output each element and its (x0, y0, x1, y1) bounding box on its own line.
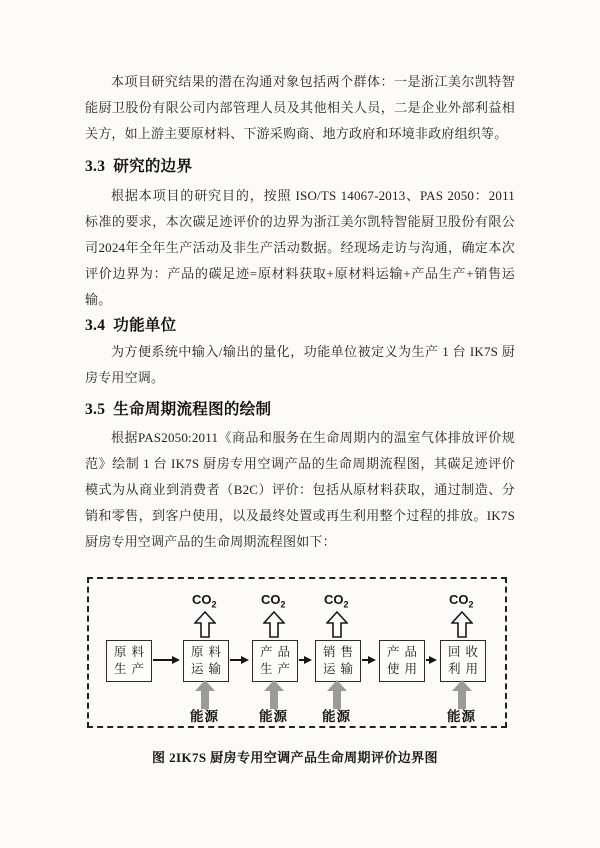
section-title: 研究的边界 (113, 158, 193, 175)
section-heading-3-4 (85, 315, 515, 337)
flow-arrow-icon (153, 659, 173, 661)
stage-box-2 (183, 640, 229, 682)
section-heading-3-5 (85, 399, 515, 421)
energy-label: 能源 (322, 709, 351, 724)
co2-label: $CO_2$ (261, 592, 286, 610)
co2-label: $CO_2$ (192, 592, 217, 610)
stage-box-label: 利用 (447, 662, 483, 676)
flow-arrowhead-icon (241, 656, 249, 664)
flow-arrowhead-icon (368, 656, 376, 664)
stage-box-4 (315, 640, 361, 682)
co2-up-arrow-icon (194, 611, 216, 643)
energy-label: 能源 (447, 709, 476, 724)
paragraph-3-4: 为方便系统中输入/输出的量化，功能单位被定义为生产 1 台 IK7S 厨房专用空调。 (85, 344, 515, 385)
stage-box-6 (440, 640, 486, 682)
stage-box-label: 使用 (386, 662, 422, 676)
flow-arrowhead-icon (429, 656, 437, 664)
co2-label: $CO_2$ (324, 592, 349, 610)
paragraph-intro: 本项目研究结果的潜在沟通对象包括两个群体：一是浙江美尔凯特智能厨卫股份有限公司内部管理人员及其他相关人员，二是企业外部利益相关方，如上游主要原材料、下游采购商、地方政府和环境非政府组织等。 (85, 74, 515, 141)
stage-box-label: 原料 (190, 645, 226, 659)
stage-box-label: 运输 (322, 662, 358, 676)
stage-box-label: 产品 (259, 645, 295, 659)
co2-up-arrow-icon (326, 611, 348, 643)
section-number: 3.3 (85, 158, 106, 175)
stage-box-label: 生产 (113, 662, 149, 676)
flow-arrowhead-icon (172, 656, 180, 664)
co2-up-arrow-icon (263, 611, 285, 643)
energy-label: 能源 (190, 709, 219, 724)
stage-box-label: 生产 (259, 662, 295, 676)
stage-box-label: 原料 (113, 645, 149, 659)
page-content (85, 69, 515, 768)
stage-box-label: 运输 (190, 662, 226, 676)
section-title: 功能单位 (113, 317, 177, 334)
section-number: 3.4 (85, 317, 106, 334)
lifecycle-diagram (87, 577, 507, 728)
section-number: 3.5 (85, 401, 106, 418)
stage-box-5 (379, 640, 425, 682)
energy-label: 能源 (259, 709, 288, 724)
section-title: 生命周期流程图的绘制 (113, 401, 272, 418)
co2-label: $CO_2$ (449, 592, 474, 610)
stage-box-label: 回收 (447, 645, 483, 659)
co2-up-arrow-icon (451, 611, 473, 643)
section-heading-3-3 (85, 156, 515, 178)
stage-box-label: 销售 (322, 645, 358, 659)
paragraph-3-3: 根据本项目的研究目的，按照 ISO/TS 14067-2013、PAS 2050：2011 标准的要求，本次碳足迹评价的边界为浙江美尔凯特智能厨卫股份有限公司2024年全年生产活动及非生产活动数据。经现场走访与沟通，确定本次评价边界为：产品的碳足迹=原材料获取+原材料运输+产品生产+销售运输。 (85, 188, 515, 307)
flow-arrowhead-icon (304, 656, 312, 664)
paragraph-3-5: 根据PAS2050:2011《商品和服务在生命周期内的温室气体排放评价规范》绘制 1 台 IK7S 厨房专用空调产品的生命周期流程图，其碳足迹评价模式为从商业到消费者（B2C）评价：包括从原材料获取，通过制造、分销和零售，到客户使用，以及最终处置或再生利用整个过程的排放。IK7S 厨房专用空调产品的生命周期流程图如下： (85, 430, 515, 549)
stage-box-1 (106, 640, 152, 682)
stage-box-label: 产品 (386, 645, 422, 659)
stage-box-3 (252, 640, 298, 682)
figure-caption: 图 2IK7S 厨房专用空调产品生命周期评价边界图 (152, 750, 438, 765)
